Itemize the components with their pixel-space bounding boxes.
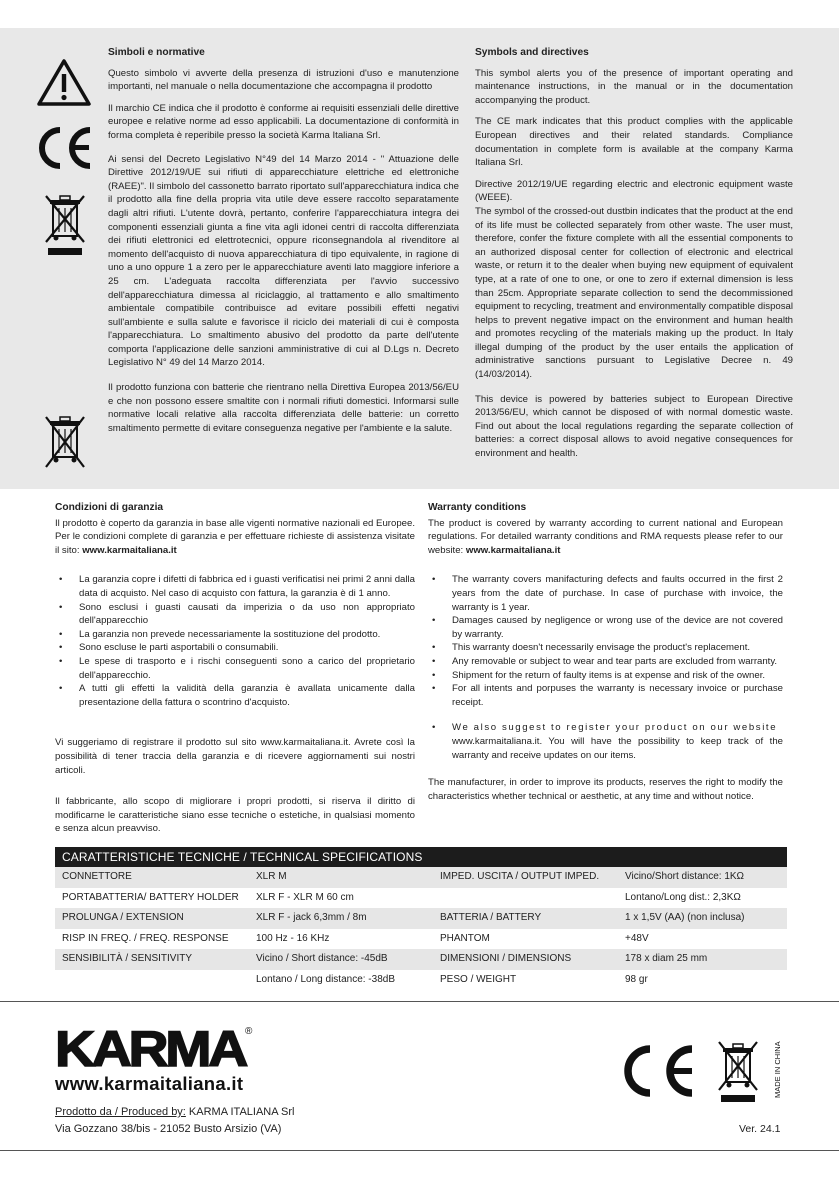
spec-value: Vicino/Short distance: 1KΩ [625,871,745,882]
made-in-text: MADE IN CHINA [773,1041,782,1098]
table-row [55,908,787,929]
warranty-intro-en [428,517,783,558]
bullet: • [432,722,436,734]
warranty-intro-text-en: The product is covered by warranty according to current national and European regulations. For detailed warranty conditions and RMA requests please refer to our website: [428,517,783,556]
table-row [55,888,787,909]
website-link-it[interactable]: www.karmaitaliana.it [82,544,177,556]
spec-table [55,847,787,990]
spec-value: 1 x 1,5V (AA) (non inclusa) [625,912,745,923]
spec-label: PESO / WEIGHT [440,973,517,985]
bullet: • [432,683,436,695]
spec-value: 178 x diam 25 mm [625,953,708,964]
list-item [428,669,783,683]
bullet: • [59,655,63,667]
spec-label: SENSIBILITÀ / SENSITIVITY [62,953,193,964]
bullet: • [432,642,436,654]
bullet: • [432,615,436,627]
bullet: • [59,628,63,640]
list-item [55,628,415,642]
warranty-italian [55,501,415,836]
spec-value: +48V [625,932,649,944]
spec-table-title: CARATTERISTICHE TECNICHE / TECHNICAL SPECIFICATIONS [55,847,787,867]
weee-text-en: The symbol of the crossed-out dustbin indicates that the product at the end of its life must be collected separately from other waste. The user must, therefore, confer the fixture complete with all the essential components to an authorized disposal center for collection of electronic and electrical waste, or return it to the dealer when buying new equipment of equivalent type, at a rate of one to one, or one to zero if external dimension is less than 25cm. Appropriate separate collection to send the decommissioned equipment to recycling, treatment and environmentally compatible disposal helps to prevent negative impact on the environment and human health and promotes recycling of the materials making up the product. In Italy illegal dumping of the product by the user entails the application of administrative sanctions pursuant to Legislative Decree n. 49 (14/03/2014). [475,205,793,381]
karma-logo [55,1024,255,1070]
website-link-en[interactable]: www.karmaitaliana.it [465,544,561,556]
warning-text-en: This symbol alerts you of the presence of important operating and maintenance instructions, in the manual or in the documentation accompanying the product. [475,67,793,106]
symbols-italian [108,46,459,441]
produced-by-name: KARMA ITALIANA Srl [185,1106,295,1118]
symbols-title-it: Simboli e normative [108,47,205,58]
version-label: Ver. 24.1 [739,1123,781,1135]
spec-value: XLR F - jack 6,3mm / 8m [256,912,367,923]
list-item [55,573,415,600]
spec-label: BATTERIA / BATTERY [440,912,542,923]
footer-url[interactable]: www.karmaitaliana.it [55,1073,244,1094]
list-item-text: La garanzia copre i difetti di fabbrica ed i guasti verificatisi nei primi 2 anni dalla data di acquisto. Nel caso di acquisto con fattura, la garanzia è di 1 anno. [79,574,415,599]
table-row [55,929,787,950]
register-text-en: We also suggest to register your product on our website [452,722,778,734]
table-row [55,949,787,970]
warranty-intro-text-it: Il prodotto è coperto da garanzia in base alle vigenti normative nazionali ed Europee. Per le condizioni complete di garanzia e per effettuare richieste di assistenza visitate il sito: [55,517,415,556]
spec-label: PHANTOM [440,932,490,944]
list-item [428,682,783,709]
list-item-text: La garanzia non prevede necessariamente la sostituzione del prodotto. [79,628,381,640]
list-item-text: Sono esclusi i guasti causati da imperizia o da uso non appropriato dell'apparecchio [79,601,415,627]
spec-value: XLR F - XLR M 60 cm [256,891,354,903]
list-item-text: For all intents and porpuses the warranty is necessary invoice or purchase receipt. [452,683,783,708]
list-item-text: Any removable or subject to wear and tear parts are excluded from warranty. [452,655,778,667]
battery-bin-icon [40,413,90,473]
list-item [428,573,783,614]
spec-label: DIMENSIONI / DIMENSIONS [440,953,572,964]
crossed-bin-icon [40,190,90,260]
list-item [55,641,415,655]
manufacturer-note-en: The manufacturer, in order to improve its products, reserves the right to modify the characteristics whether technical or aesthetic, at any time and without notice. [428,777,783,802]
list-item [428,641,783,655]
table-row [55,867,787,888]
warning-text-it: Questo simbolo vi avverte della presenza di istruzioni d'uso e manutenzione importanti, nel manuale o nella documentazione che accompagna il prodotto [108,67,459,93]
spec-label: IMPED. USCITA / OUTPUT IMPED. [440,871,600,882]
list-item-text: Damages caused by negligence or wrong use of the device are not covered by warranty. [452,615,783,640]
list-item [428,721,783,762]
list-item-text: Sono escluse le parti asportabili o consumabili. [79,642,279,654]
list-item [55,682,415,709]
bullet: • [59,601,63,613]
crossed-bin-footer-icon [712,1038,764,1104]
spec-value: 98 gr [625,973,648,985]
spec-label: RISP IN FREQ. / FREQ. RESPONSE [62,932,229,944]
ce-text-en: The CE mark indicates that this product complies with the applicable European directives and their related standards. Compliance documentation in complete form is available at the company Karma Italiana Srl. [475,116,793,169]
list-item-text: Le spese di trasporto e i rischi conseguenti sono a carico del proprietario dell'apparecchio. [79,655,415,681]
warranty-title-it: Condizioni di garanzia [55,502,164,513]
warranty-list-it [55,573,415,709]
battery-text-it: Il prodotto funziona con batterie che rientrano nella Direttiva Europea 2013/56/EU e che non possono essere smaltite con i normali rifiuti domestici. Informarsi sulle normative locali relative alla raccolta differenziata delle batterie: un corretto smaltimento permette di evitare conseguenza negative per l'ambiente e la salute. [108,382,459,434]
warranty-list-en [428,573,783,709]
table-row [55,970,787,991]
spec-label: PORTABATTERIA/ BATTERY HOLDER [62,891,239,903]
register-list-en [428,721,783,762]
ce-mark-icon [32,124,96,172]
list-item-text: This warranty doesn't necessarily envisage the product's replacement. [452,642,751,654]
list-item [55,655,415,682]
bullet: • [59,683,63,695]
produced-by-label: Prodotto da / Produced by: [55,1106,186,1118]
spec-value: Lontano/Long dist.: 2,3KΩ [625,891,741,903]
register-text-it: Vi suggeriamo di registrare il prodotto sul sito www.karmaitaliana.it. Avrete così la possibilità di tener traccia della garanzia e di ricevere aggiornamenti sui nostri articoli. [55,737,415,776]
bullet: • [432,655,436,667]
bullet: • [432,574,436,586]
made-in-label [770,1040,784,1100]
warranty-english [428,501,783,803]
bullet: • [59,574,63,586]
weee-title-en: Directive 2012/19/UE regarding electric and electronic equipment waste (WEEE). [475,178,793,204]
list-item [428,655,783,669]
list-item-text: Shipment for the return of faulty items is at expense and risk of the owner. [452,669,766,681]
list-item-text: The warranty covers manifacturing defects and faults occurred in the first 2 years from the date of purchase. In case of purchase with invoice, the warranty is 1 year. [452,574,783,613]
registered-mark: ® [245,1026,253,1037]
weee-text-it: Ai sensi del Decreto Legislativo N°49 del 14 Marzo 2014 - " Attuazione delle Direttive 2012/19/UE sui rifiuti di apparecchiature elettriche ed elettroniche (RAEE)". Il simbolo del cassonetto barrato riportato sull'apparecchiatura indica che il prodotto alla fine della propria vita utile deve essere raccolto separatamente dagli altri rifiuti. L'utente dovrà, pertanto, conferire l'apparecchiatura integra dei componenti essenziali giunta a fine vita agli idonei centri di raccolta differenziata dei rifiuti elettronici ed elettrotecnici, oppure riconsegnandola al rivenditore al momento dell'acquisto di nuova apparecchiatura di tipo equivalente, in ragione di uno a uno oppure 1 a zero per le apparecchiature aventi lato maggiore inferiore a 25 cm. L'adeguata raccolta differenziata per l'avvio successivo dell'apparecchiatura dimessa al riciclaggio, al trattamento e allo smaltimento ambientale compatibile contribuisce ad evitare possibili effetti negativi sull'ambiente e sulla salute e favorisce il riciclo dei materiali di cui è composta l'apparecchiatura. Lo smaltimento abusivo del prodotto da parte dell'utente comporta l'applicazione delle sanzioni amministrative di cui al D.Lgs n. Decreto Legislativo N° 49 del 14 Marzo 2014. [108,153,459,369]
spec-value: Lontano / Long distance: -38dB [256,973,395,985]
ce-text-it: Il marchio CE indica che il prodotto è conforme ai requisiti essenziali delle direttive europee e relative norme ad esso applicabili. La documentazione di conformità in forma completa è reperibile presso la società Karma Italiana Srl. [108,102,459,141]
divider [0,1150,839,1151]
spec-value: XLR M [256,871,287,882]
register-text-en-2: www.karmaitaliana.it. You will have the possibility to keep track of the warranty and receive updates on our items. [452,735,783,761]
symbols-english [475,46,793,467]
warranty-intro-it [55,517,415,558]
bullet: • [432,669,436,681]
producer-address: Via Gozzano 38/bis - 21052 Busto Arsizio (VA) [55,1123,282,1135]
ce-mark-footer-icon [614,1042,700,1100]
list-item [428,614,783,641]
spec-label: CONNETTORE [62,871,132,882]
manufacturer-note-it: Il fabbricante, allo scopo di migliorare i propri prodotti, si riserva il diritto di modificarne le caratteristiche siano esse tecniche o estetiche, in qualsiasi momento e senza alcun preavviso. [55,796,415,835]
spec-label: PROLUNGA / EXTENSION [62,912,184,923]
symbols-title-en: Symbols and directives [475,47,589,58]
list-item [55,601,415,628]
divider [0,1001,839,1002]
spec-value: Vicino / Short distance: -45dB [256,953,388,964]
list-item-text: A tutti gli effetti la validità della garanzia è avallata unicamente dalla presentazione della fattura o scontrino d'acquisto. [79,683,415,708]
warning-icon [36,58,92,108]
battery-text-en: This device is powered by batteries subject to European Directive 2013/56/EU, which cannot be disposed of with normal domestic waste. Find out about the local regulations regarding the separate collection of batteries: a correct disposal allows to avoid negative consequences for environment and health. [475,393,793,460]
producer-info [55,1104,294,1138]
bullet: • [59,642,63,654]
logo-text: KARMA [55,1024,248,1070]
warranty-title-en: Warranty conditions [428,502,527,513]
spec-value: 100 Hz - 16 KHz [256,932,330,944]
